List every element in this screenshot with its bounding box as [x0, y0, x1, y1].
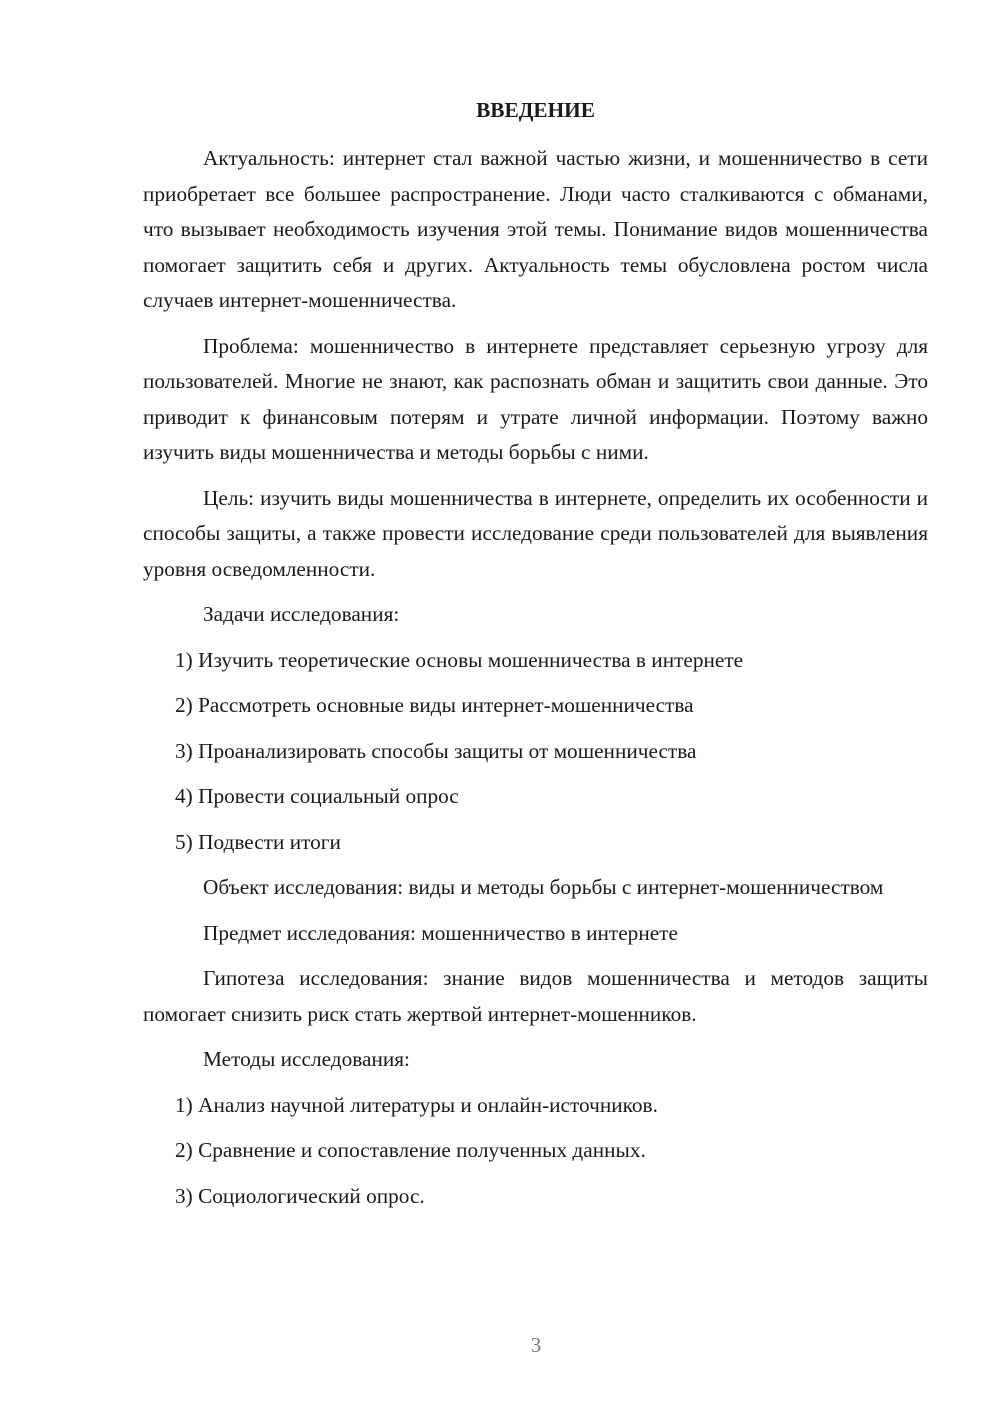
list-item: 4) Провести социальный опрос: [175, 784, 459, 808]
relevance-paragraph: Актуальность: интернет стал важной частью жизни, и мошенничество в сети приобретает все большее распространение. Люди часто сталкиваются с обманами, что вызывает необходимость изучения этой темы. Понимание видов мошенничества помогает защитить себя и других. Актуальность темы обусловлена ростом числа случаев интернет-мошенничества.: [143, 146, 928, 312]
list-item: 5) Подвести итоги: [175, 829, 341, 854]
list-item: 2) Рассмотреть основные виды интернет-мошенничества: [175, 693, 694, 717]
list-item: 2) Сравнение и сопоставление полученных данных.: [175, 1138, 646, 1162]
methods-heading: Методы исследования:: [203, 1047, 410, 1071]
methods-list: [143, 1088, 928, 1215]
list-item: 1) Анализ научной литературы и онлайн-источников.: [175, 1092, 658, 1117]
tasks-list: [143, 643, 928, 861]
list-item: 1) Изучить теоретические основы мошенничества в интернете: [175, 647, 744, 672]
object-paragraph: Объект исследования: виды и методы борьбы с интернет-мошенничеством: [203, 875, 884, 899]
list-item: 3) Проанализировать способы защиты от мошенничества: [175, 738, 697, 763]
document-title: ВВЕДЕНИЕ: [476, 98, 595, 122]
subject-paragraph: Предмет исследования: мошенничество в интернете: [203, 920, 678, 945]
page-number: 3: [530, 1333, 542, 1357]
goal-paragraph: Цель: изучить виды мошенничества в интернете, определить их особенности и способы защиты, а также провести исследование среди пользователей для выявления уровня осведомленности.: [143, 485, 928, 581]
list-item: 3) Социологический опрос.: [175, 1183, 425, 1208]
hypothesis-paragraph: Гипотеза исследования: знание видов мошенничества и методов защиты помогает снизить риск стать жертвой интернет-мошенников.: [143, 966, 928, 1026]
tasks-heading: Задачи исследования:: [203, 602, 400, 626]
problem-paragraph: Проблема: мошенничество в интернете представляет серьезную угрозу для пользователей. Многие не знают, как распознать обман и защитить свои данные. Это приводит к финансовым потерям и утрате личной информации. Поэтому важно изучить виды мошенничества и методы борьбы с ними.: [143, 333, 928, 464]
document-page: [143, 95, 928, 1224]
